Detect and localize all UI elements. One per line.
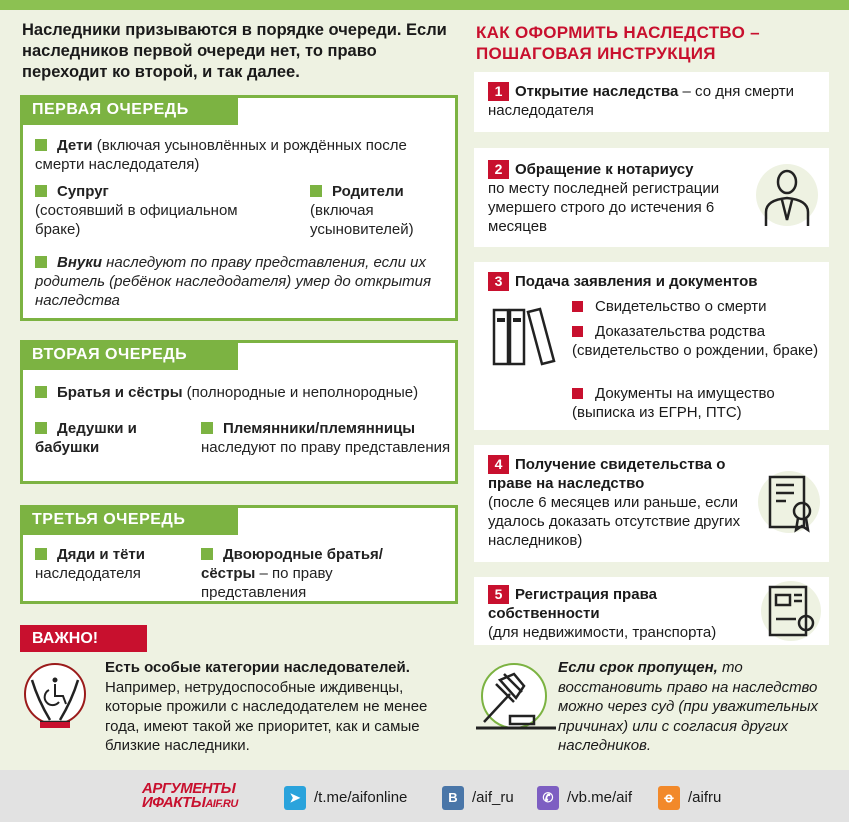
step-number: 4 bbox=[488, 455, 509, 474]
viber-icon: ✆ bbox=[537, 786, 559, 810]
bullet-square-icon bbox=[201, 548, 213, 560]
bullet-square-icon bbox=[35, 185, 47, 197]
item-bold: Внуки bbox=[57, 254, 102, 271]
step-title: Получение свидетельства о праве на наследство bbox=[488, 456, 726, 492]
link-text: /aifru bbox=[688, 789, 722, 806]
step-desc: (после 6 месяцев или раньше, если удалось доказать отсутствие других наследников) bbox=[488, 494, 741, 549]
odnoklassniki-link[interactable] bbox=[658, 786, 721, 810]
step-text bbox=[488, 160, 758, 236]
step-desc: – со дня смерти наследодателя bbox=[488, 83, 794, 119]
property-document-icon bbox=[758, 579, 824, 643]
step-number: 2 bbox=[488, 160, 509, 179]
vk-icon: В bbox=[442, 786, 464, 810]
step-text bbox=[488, 82, 808, 120]
step-title: Обращение к нотариусу bbox=[515, 161, 694, 178]
important-body: Например, нетрудоспособные иждивенцы, которые прожили с наследодателем не менее года, имеют такой же приоритет, как и самые близкие наследники. bbox=[105, 678, 428, 754]
step-5 bbox=[474, 577, 829, 645]
bullet-square-icon bbox=[572, 388, 583, 399]
step-4 bbox=[474, 445, 829, 562]
missed-bold: Если срок пропущен, bbox=[558, 659, 718, 676]
notary-person-icon bbox=[754, 160, 820, 230]
item-bold: Дети bbox=[57, 137, 93, 154]
third-queue-box bbox=[20, 505, 458, 604]
logo-bottom: ИФАКТЫ bbox=[142, 794, 206, 811]
queue-item-grandparents bbox=[35, 419, 165, 457]
item-bold: Дедушки и бабушки bbox=[35, 420, 137, 456]
first-queue-title: ПЕРВАЯ ОЧЕРЕДЬ bbox=[20, 95, 238, 125]
item-text: (включая усыновителей) bbox=[310, 202, 414, 238]
step-1 bbox=[474, 72, 829, 132]
step-title: Подача заявления и документов bbox=[515, 273, 758, 290]
important-label: ВАЖНО! bbox=[20, 625, 147, 652]
item-text: (включая усыновлённых и рождённых после смерти наследодателя) bbox=[35, 137, 407, 173]
queue-item-children bbox=[35, 136, 450, 174]
link-text: /vb.me/aif bbox=[567, 789, 633, 806]
telegram-icon: ➤ bbox=[284, 786, 306, 810]
item-text: наследуют по праву представления bbox=[201, 439, 451, 456]
third-queue-title: ТРЕТЬЯ ОЧЕРЕДЬ bbox=[20, 505, 238, 535]
item-bold: Родители bbox=[332, 183, 404, 200]
bullet-square-icon bbox=[35, 548, 47, 560]
second-queue-title: ВТОРАЯ ОЧЕРЕДЬ bbox=[20, 340, 238, 370]
step-text bbox=[488, 585, 758, 642]
step-title: Регистрация права собственности bbox=[488, 586, 657, 622]
viber-link[interactable] bbox=[537, 786, 632, 810]
telegram-link[interactable] bbox=[284, 786, 407, 810]
queue-item-cousins bbox=[201, 545, 431, 602]
logo-top: АРГУМЕНТЫ bbox=[142, 780, 236, 797]
disability-hands-icon bbox=[22, 660, 88, 732]
step-text bbox=[488, 455, 748, 550]
queue-item-uncles bbox=[35, 545, 195, 583]
queue-item-siblings bbox=[35, 383, 455, 402]
logo-site: AIF.RU bbox=[205, 798, 238, 810]
bullet-square-icon bbox=[35, 386, 47, 398]
certificate-icon bbox=[756, 467, 822, 537]
item-text: наследуют по праву представления, если их родитель (ребёнок наследодателя) умер до открытия наследства bbox=[35, 254, 432, 309]
queue-item-spouse bbox=[35, 182, 275, 239]
document-folders-icon bbox=[490, 306, 556, 368]
doc-text: Доказательства родства (свидетельство о рождении, браке) bbox=[572, 323, 819, 359]
gavel-icon bbox=[474, 660, 558, 732]
aif-logo[interactable] bbox=[142, 782, 238, 811]
step-number: 5 bbox=[488, 585, 509, 604]
footer bbox=[0, 770, 849, 822]
bullet-square-icon bbox=[35, 139, 47, 151]
item-bold: Супруг bbox=[57, 183, 109, 200]
guide-title: КАК ОФОРМИТЬ НАСЛЕДСТВО – ПОШАГОВАЯ ИНСТРУКЦИЯ bbox=[476, 23, 760, 63]
item-text: наследодателя bbox=[35, 565, 141, 582]
top-bar bbox=[0, 0, 849, 10]
bullet-square-icon bbox=[310, 185, 322, 197]
doc-item bbox=[572, 322, 822, 360]
doc-item bbox=[572, 384, 822, 422]
link-text: /aif_ru bbox=[472, 789, 514, 806]
doc-text: Документы на имущество (выписка из ЕГРН, ПТС) bbox=[572, 385, 775, 421]
first-queue-box bbox=[20, 95, 458, 321]
queue-item-parents bbox=[310, 182, 440, 239]
step-text bbox=[488, 272, 818, 291]
second-queue-box bbox=[20, 340, 458, 484]
item-bold: Братья и сёстры bbox=[57, 384, 183, 401]
bullet-square-icon bbox=[35, 256, 47, 268]
step-3 bbox=[474, 262, 829, 430]
item-text: – по праву представления bbox=[201, 565, 333, 601]
doc-item bbox=[572, 297, 822, 316]
step-desc: по месту последней регистрации умершего строго до истечения 6 месяцев bbox=[488, 180, 720, 235]
missed-deadline-text bbox=[558, 658, 826, 756]
item-text: (полнородные и неполнородные) bbox=[182, 384, 419, 401]
item-bold: Племянники/племянницы bbox=[223, 420, 416, 437]
item-bold: Дяди и тёти bbox=[57, 546, 145, 563]
important-text bbox=[105, 658, 455, 756]
bullet-square-icon bbox=[572, 326, 583, 337]
important-bold: Есть особые категории наследователей. bbox=[105, 659, 410, 676]
bullet-square-icon bbox=[201, 422, 213, 434]
missed-body: то восстановить право на наследство можно через суд (при уважительных причинах) или с согласия других наследников. bbox=[558, 659, 819, 754]
item-bold: Двоюродные братья/ сёстры bbox=[201, 546, 383, 582]
step-2 bbox=[474, 148, 829, 247]
step-number: 1 bbox=[488, 82, 509, 101]
queue-item-grandchildren bbox=[35, 253, 445, 310]
link-text: /t.me/aifonline bbox=[314, 789, 408, 806]
vk-link[interactable] bbox=[442, 786, 514, 810]
step-number: 3 bbox=[488, 272, 509, 291]
item-text: (состоявший в официальном браке) bbox=[35, 202, 238, 238]
odnoklassniki-icon: ꝋ bbox=[658, 786, 680, 810]
bullet-square-icon bbox=[572, 301, 583, 312]
step-desc: (для недвижимости, транспорта) bbox=[488, 624, 717, 641]
bullet-square-icon bbox=[35, 422, 47, 434]
doc-text: Свидетельство о смерти bbox=[595, 298, 767, 315]
intro-text: Наследники призываются в порядке очереди. Если наследников первой очереди нет, то право переходит ко второй, и так далее. bbox=[22, 21, 447, 81]
queue-item-nephews bbox=[201, 419, 451, 457]
step-title: Открытие наследства bbox=[515, 83, 679, 100]
